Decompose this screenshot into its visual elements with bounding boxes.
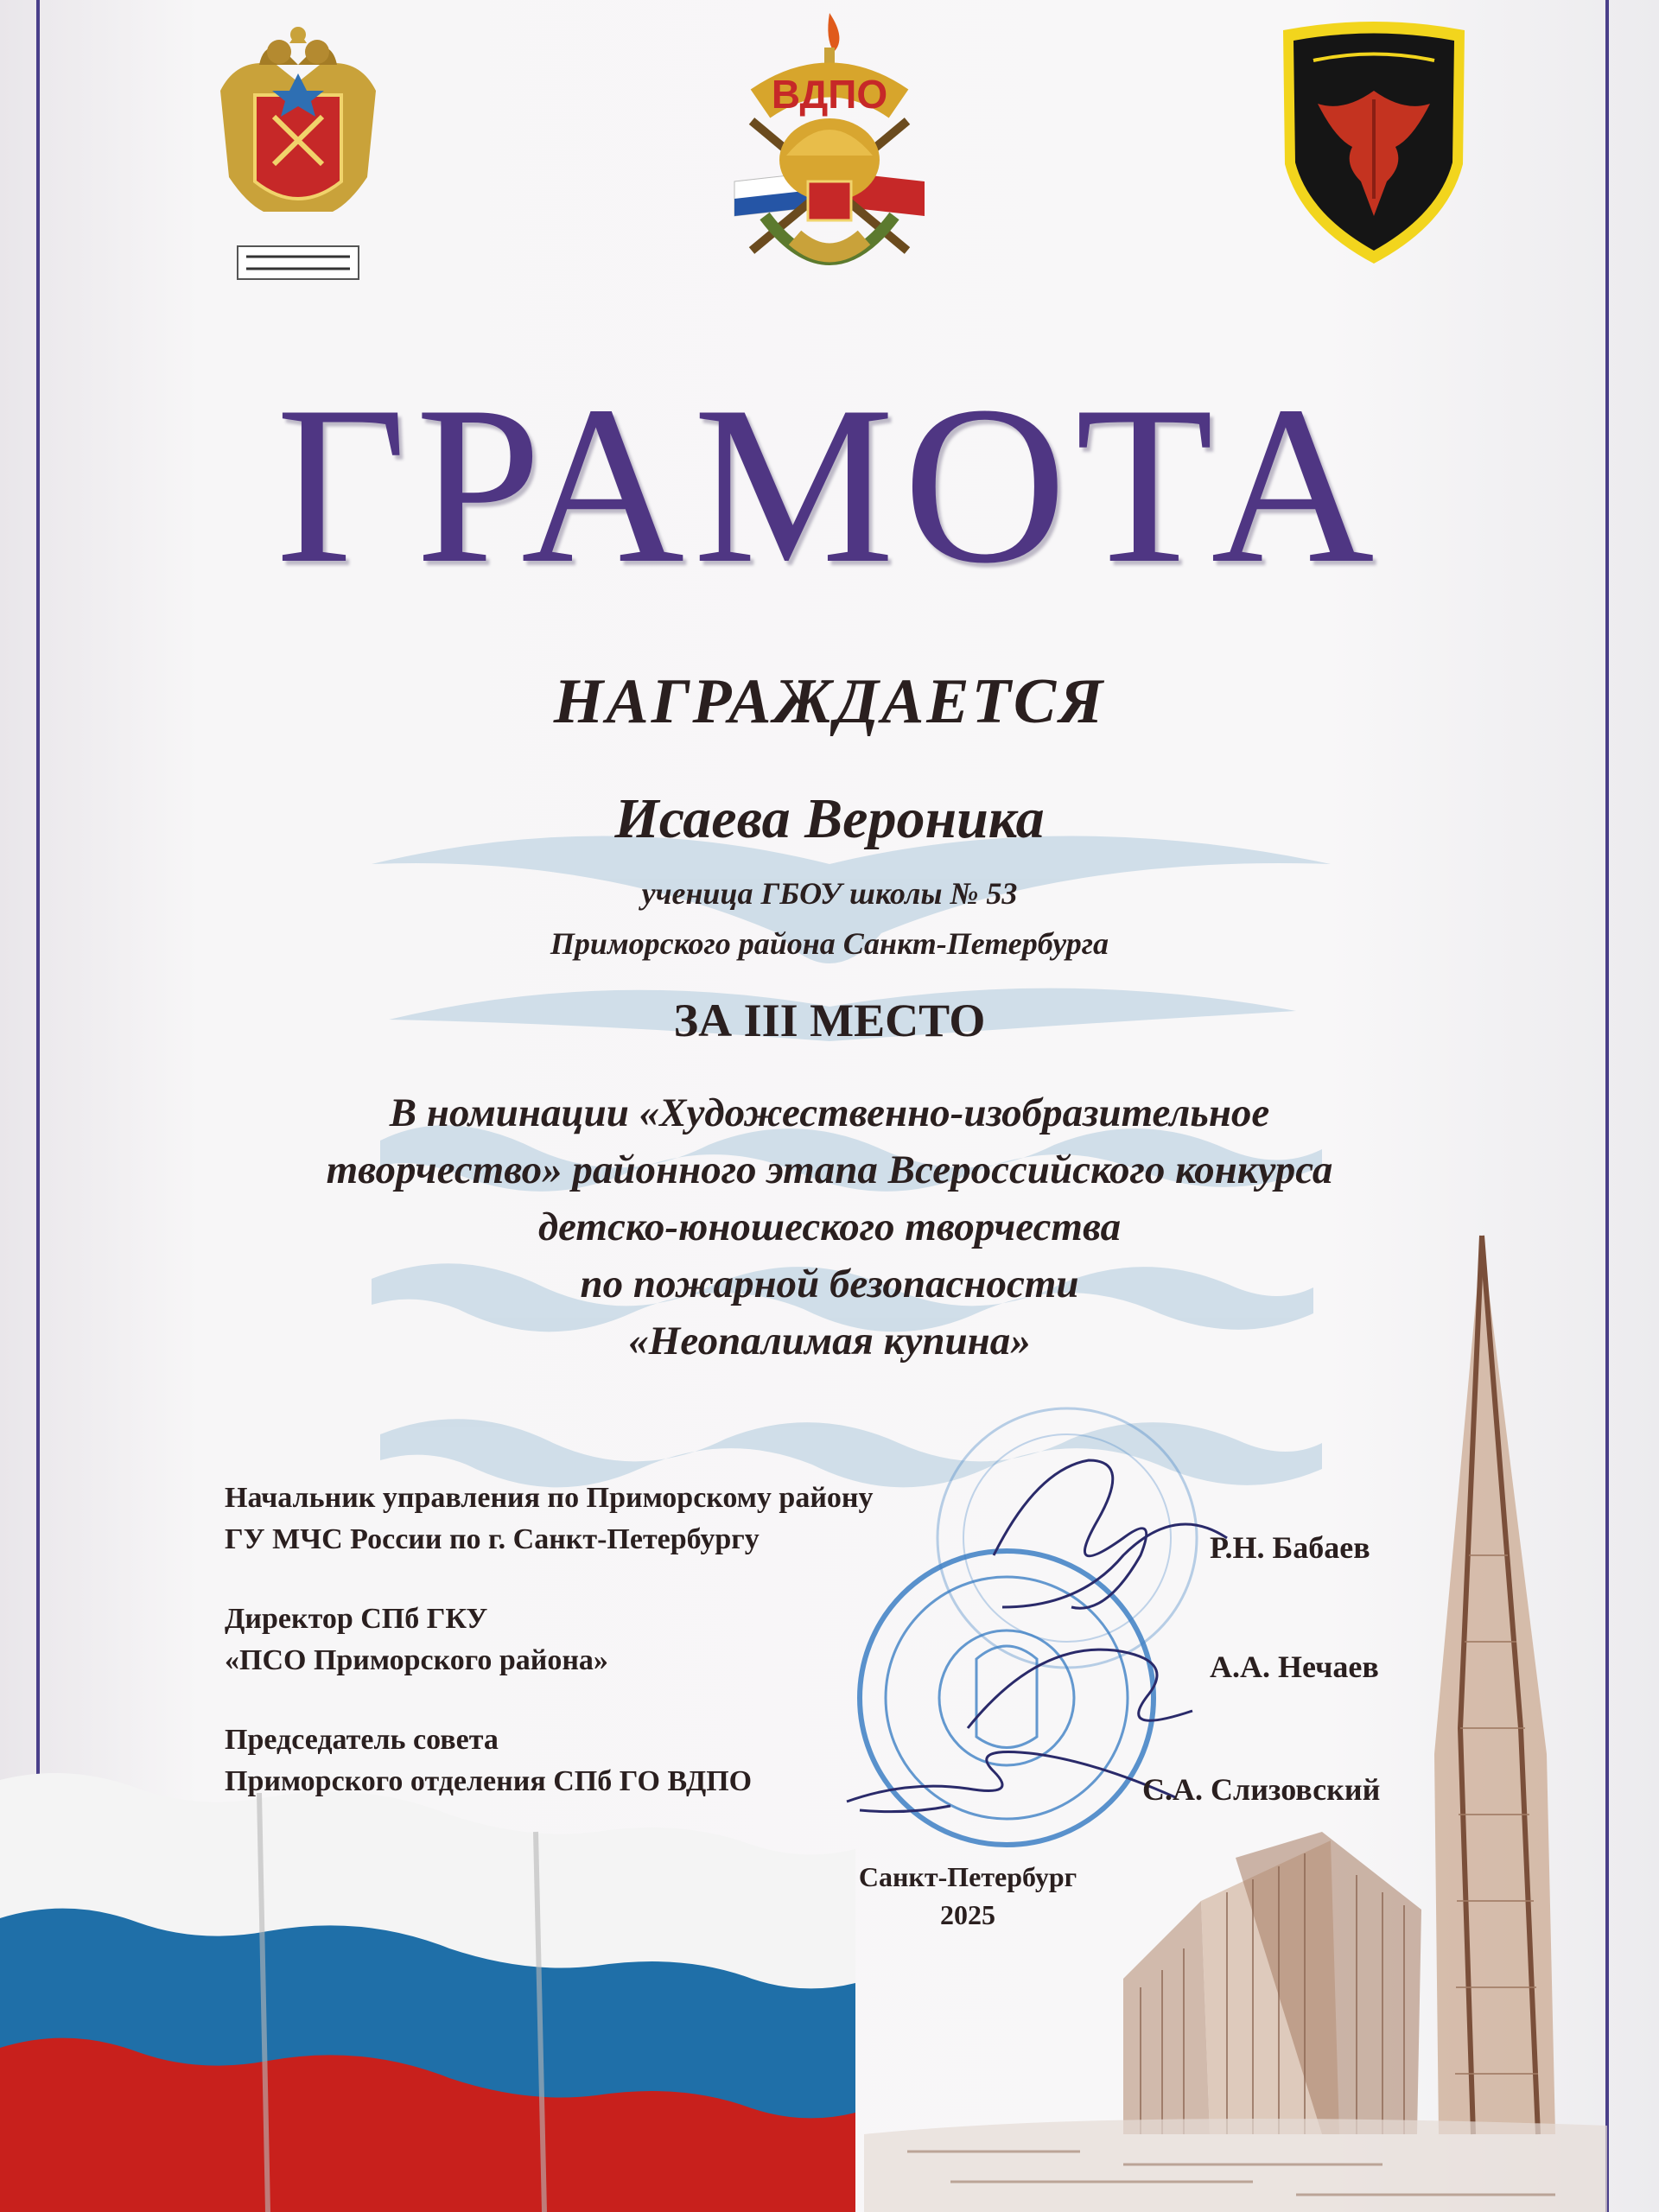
recipient-school: ученица ГБОУ школы № 53 xyxy=(641,876,1018,911)
nomination-text xyxy=(0,1084,1659,1370)
issue-place-and-year xyxy=(830,1858,1106,1934)
recipient-description xyxy=(0,868,1659,969)
issue-year: 2025 xyxy=(940,1899,995,1930)
signatory-position-line: «ПСО Приморского района» xyxy=(225,1644,608,1676)
certificate-title: ГРАМОТА xyxy=(276,359,1383,610)
nomination-line: «Неопалимая купина» xyxy=(628,1319,1031,1363)
nomination-line: творчество» районного этапа Всероссийского конкурса xyxy=(326,1147,1333,1192)
issue-city: Санкт-Петербург xyxy=(858,1861,1077,1892)
signatory-position-line: Приморского отделения СПб ГО ВДПО xyxy=(225,1765,753,1797)
vdpo-emblem xyxy=(717,9,942,311)
recipient-district: Приморского района Санкт-Петербурга xyxy=(550,926,1109,961)
russian-flag-illustration xyxy=(0,1773,855,2212)
nomination-line: детско-юношеского творчества xyxy=(537,1205,1122,1249)
nomination-line: по пожарной безопасности xyxy=(580,1262,1079,1306)
signatory-position-line: Начальник управления по Приморскому району xyxy=(225,1482,874,1514)
signatory-position-line: ГУ МЧС России по г. Санкт-Петербургу xyxy=(225,1523,760,1555)
nomination-line: В номинации «Художественно-изобразительное xyxy=(389,1090,1270,1135)
signatory-position-line: Директор СПб ГКУ xyxy=(225,1603,488,1635)
awarded-heading: НАГРАЖДАЕТСЯ xyxy=(553,666,1106,737)
pso-emblem xyxy=(1274,17,1473,268)
recipient-name: Исаева Вероника xyxy=(614,787,1045,850)
vdpo-emblem-text: ВДПО xyxy=(771,72,888,117)
mchs-emblem xyxy=(212,13,385,281)
signatory-2-name: А.А. Нечаев xyxy=(1210,1649,1379,1684)
signatory-1-name: Р.Н. Бабаев xyxy=(1210,1530,1370,1565)
signatory-3-name: С.А. Слизовский xyxy=(1142,1772,1381,1807)
signatory-position-line: Председатель совета xyxy=(225,1724,499,1756)
place-heading: ЗА III МЕСТО xyxy=(673,995,986,1046)
